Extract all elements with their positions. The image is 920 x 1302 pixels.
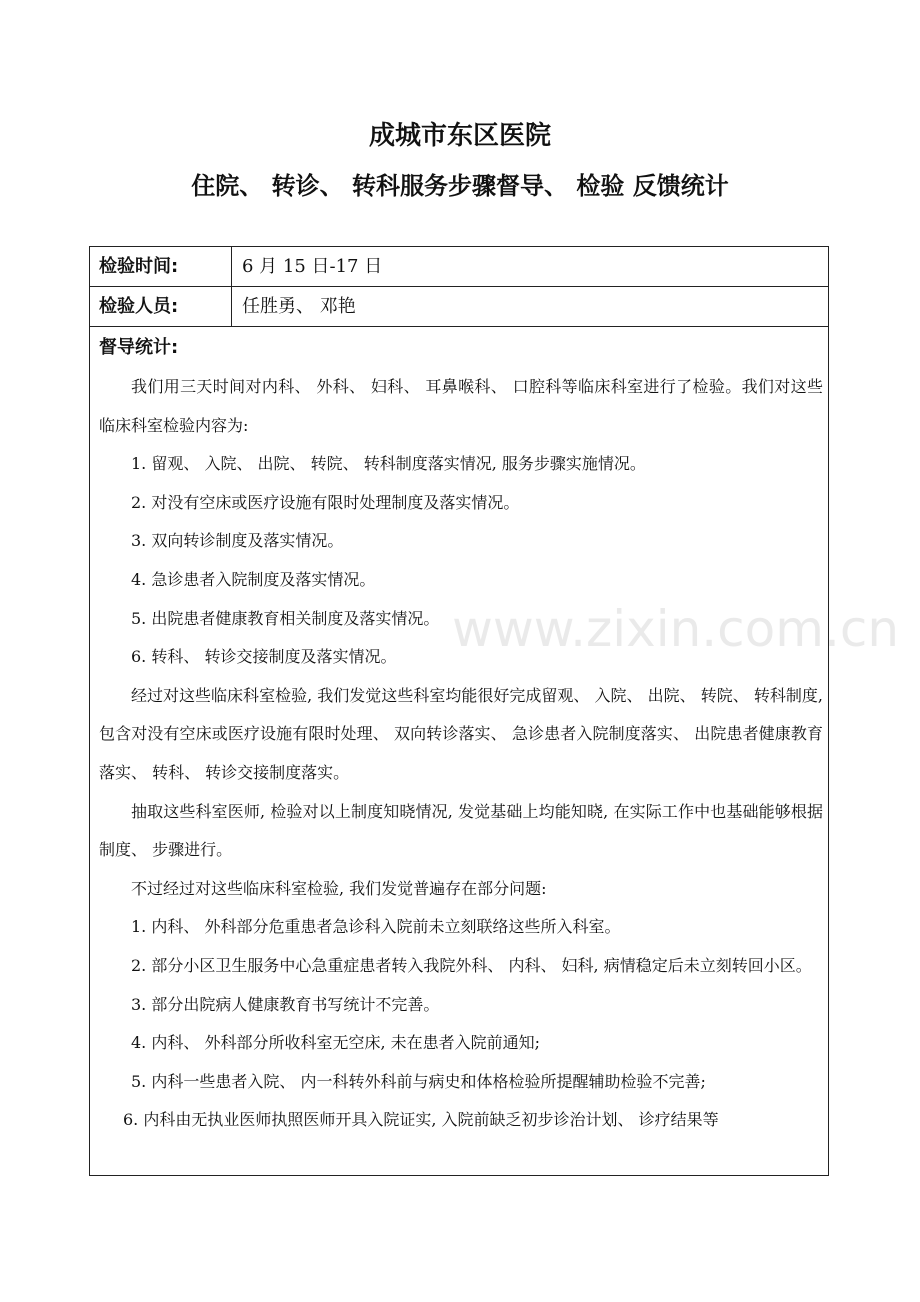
watermark-text: www.zixin.com.cn <box>452 600 900 658</box>
check-item: 5. 出院患者健康教育相关制度及落实情况。 <box>131 608 440 628</box>
problem-item: 6. 内科由无执业医师执照医师开具入院证实, 入院前缺乏初步诊治计划、 诊疗结果等 <box>123 1110 719 1130</box>
problem-item: 4. 内科、 外科部分所收科室无空床, 未在患者入院前通知; <box>131 1033 541 1053</box>
check-item: 2. 对没有空床或医疗设施有限时处理制度及落实情况。 <box>131 492 520 512</box>
problem-item: 3. 部分出院病人健康教育书写统计不完善。 <box>131 994 440 1014</box>
info-row-inspectors <box>90 287 828 327</box>
supervision-section <box>99 332 823 1140</box>
inspectors-value: 任胜勇、 邓艳 <box>242 296 356 317</box>
problem-item: 1. 内科、 外科部分危重患者急诊科入院前未立刻联络这些所入科室。 <box>131 917 621 937</box>
problem-item: 5. 内科一些患者入院、 内一科转外科前与病史和体格检验所提醒辅助检验不完善; <box>131 1071 706 1091</box>
check-item: 4. 急诊患者入院制度及落实情况。 <box>131 569 376 589</box>
check-item: 1. 留观、 入院、 出院、 转院、 转科制度落实情况, 服务步骤实施情况。 <box>131 454 646 474</box>
report-table <box>89 246 829 1176</box>
inspection-time-label: 检验时间: <box>90 247 232 286</box>
supervision-intro: 我们用三天时间对内科、 外科、 妇科、 耳鼻喉科、 口腔科等临床科室进行了检验。我们对这些临床科室检验内容为: <box>99 377 823 435</box>
info-row-inspection-time <box>90 247 828 287</box>
inspection-time-value: 6 月 15 日-17 日 <box>242 256 383 277</box>
check-item: 3. 双向转诊制度及落实情况。 <box>131 531 344 551</box>
inspectors-label: 检验人员: <box>90 287 232 326</box>
supervision-heading: 督导统计: <box>99 337 179 358</box>
finding-paragraph: 抽取这些科室医师, 检验对以上制度知晓情况, 发觉基础上均能知晓, 在实际工作中也基础能够根据制度、 步骤进行。 <box>99 801 823 860</box>
check-item: 6. 转科、 转诊交接制度及落实情况。 <box>131 647 397 667</box>
report-title: 住院、 转诊、 转科服务步骤督导、 检验 反馈统计 <box>191 172 729 200</box>
problems-intro: 不过经过对这些临床科室检验, 我们发觉普遍存在部分问题: <box>131 878 547 898</box>
finding-paragraph: 经过对这些临床科室检验, 我们发觉这些科室均能很好完成留观、 入院、 出院、 转院、 转科制度, 包含对没有空床或医疗设施有限时处理、 双向转诊落实、 急诊患者入院制度落实、 出院患者健康教育落实、 转科、 转诊交接制度落实。 <box>99 685 823 782</box>
hospital-name: 成城市东区医院 <box>368 121 551 151</box>
problem-item: 2. 部分小区卫生服务中心急重症患者转入我院外科、 内科、 妇科, 病情稳定后未立刻转回小区。 <box>131 955 812 975</box>
